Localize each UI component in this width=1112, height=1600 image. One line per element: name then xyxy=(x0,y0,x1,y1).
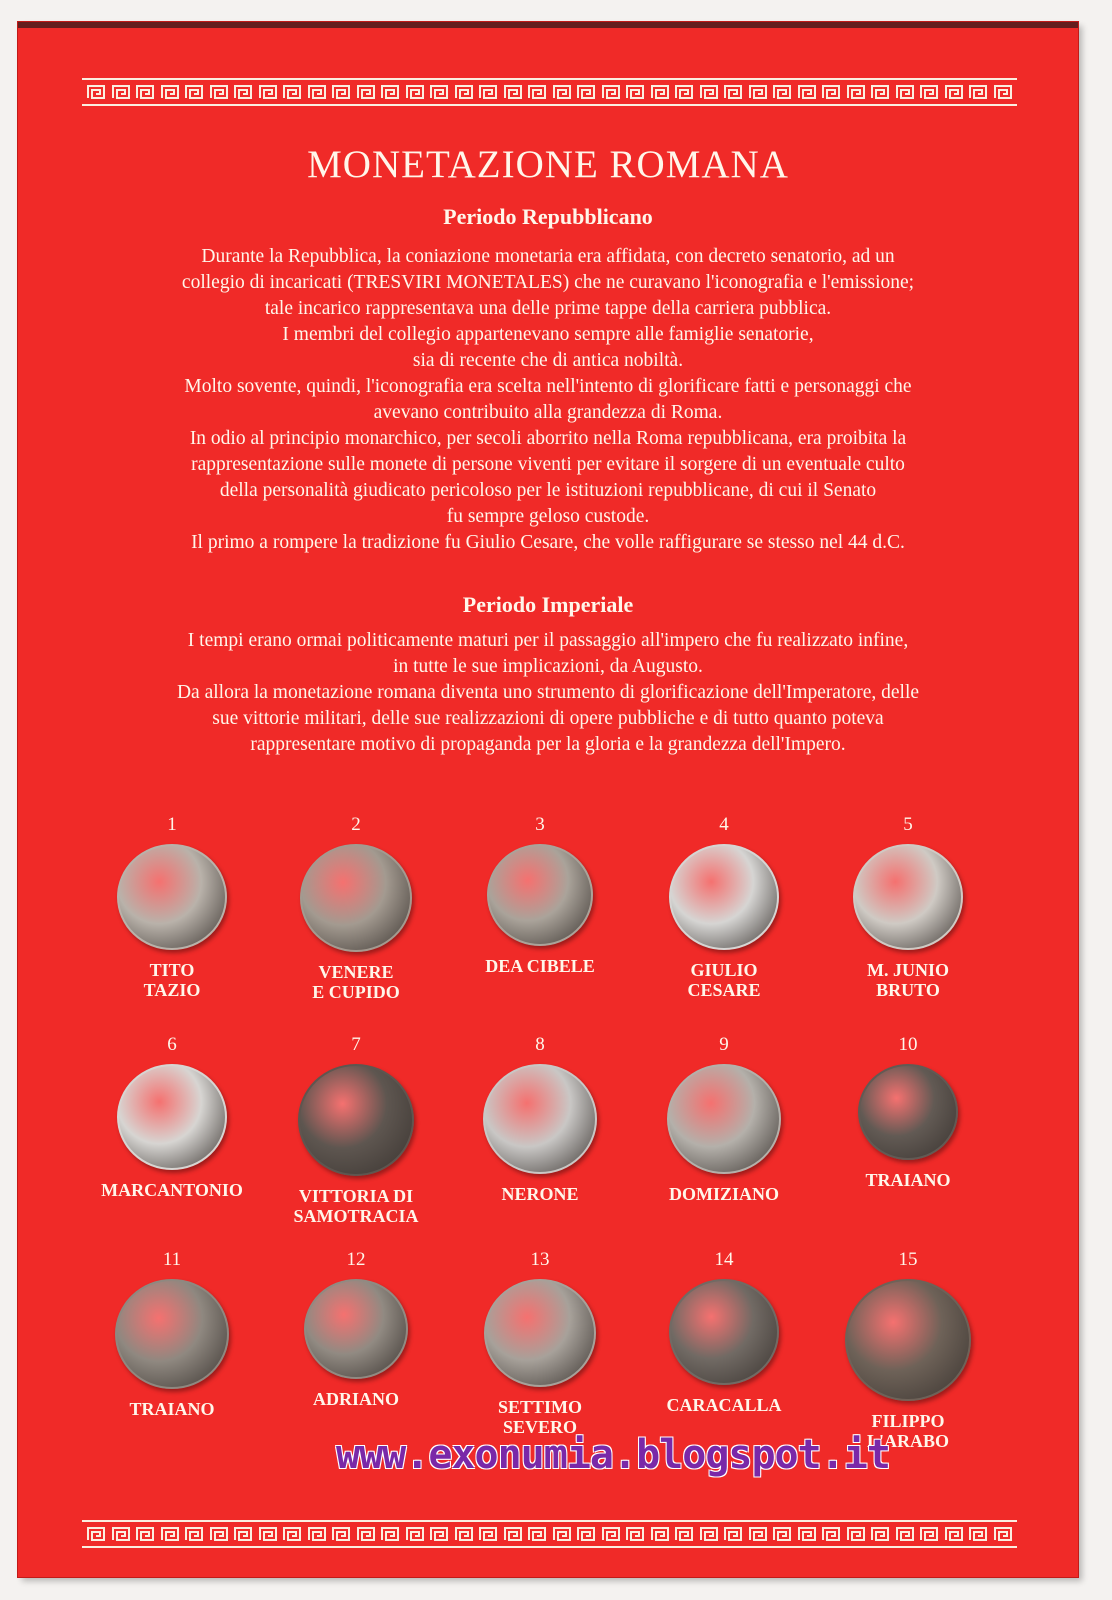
empire-heading: Periodo Imperiale xyxy=(462,592,634,617)
greek-key-icon xyxy=(478,1526,498,1542)
greek-key-icon xyxy=(135,1526,155,1542)
greek-key-icon xyxy=(454,84,474,100)
greek-key-icon xyxy=(405,1526,425,1542)
page-title: MONETAZIONE ROMANA xyxy=(307,143,789,186)
greek-key-icon xyxy=(331,1526,351,1542)
greek-key-icon xyxy=(184,84,204,100)
coin-label-line: SAMOTRACIA xyxy=(293,1206,419,1226)
coin-number: 3 xyxy=(535,814,545,835)
text-line: Durante la Repubblica, la coniazione monetaria era affidata, con decreto senatorio, ad un xyxy=(201,246,895,267)
coin-label-line: TRAIANO xyxy=(129,1399,215,1419)
greek-key-icon xyxy=(993,84,1013,100)
coin-number: 13 xyxy=(530,1249,550,1270)
greek-key-icon xyxy=(380,84,400,100)
text-line: collegio di incaricati (TRESVIRI MONETALES) che ne curavano l'iconografia e l'emissione; xyxy=(181,272,915,293)
text-line: in tutte le sue implicazioni, da Augusto. xyxy=(393,656,703,677)
greek-key-icon xyxy=(576,84,596,100)
greek-key-icon xyxy=(797,84,817,100)
coin-image xyxy=(117,844,227,950)
greek-key-icon xyxy=(968,1526,988,1542)
text-line: avevano contribuito alla grandezza di Roma. xyxy=(373,402,723,423)
watermark-url[interactable]: www.exonumia.blogspot.it xyxy=(336,1432,890,1478)
greek-key-icon xyxy=(307,84,327,100)
coin-card xyxy=(82,1247,262,1419)
greek-key-icon xyxy=(699,84,719,100)
greek-key-icon xyxy=(723,1526,743,1542)
greek-key-icon xyxy=(625,1526,645,1542)
text-line: della personalità giudicato pericoloso per le istituzioni repubblicane, di cui il Senato xyxy=(219,480,877,501)
coin-card xyxy=(450,812,630,976)
greek-key-icon xyxy=(135,84,155,100)
coin-image xyxy=(483,1064,597,1174)
text-line: I tempi erano ormai politicamente maturi per il passaggio all'impero che fu realizzato infine, xyxy=(187,630,909,651)
coin-label xyxy=(450,1397,630,1437)
coin-image xyxy=(304,1279,408,1379)
coin-card xyxy=(634,1032,814,1204)
coin-label-line: MARCANTONIO xyxy=(101,1180,243,1200)
greek-key-icon xyxy=(258,1526,278,1542)
coin-label-line: BRUTO xyxy=(876,980,940,1000)
greek-key-icon xyxy=(772,1526,792,1542)
coin-image xyxy=(845,1279,971,1401)
coin-card xyxy=(634,1247,814,1415)
greek-key-icon xyxy=(552,84,572,100)
greek-key-icon xyxy=(478,84,498,100)
greek-key-icon xyxy=(748,1526,768,1542)
coin-card xyxy=(266,812,446,1002)
text-line: fu sempre geloso custode. xyxy=(446,506,650,527)
coin-image xyxy=(300,844,412,952)
greek-key-icon xyxy=(356,1526,376,1542)
greek-key-icon xyxy=(870,1526,890,1542)
greek-key-icon xyxy=(307,1526,327,1542)
greek-key-icon xyxy=(674,84,694,100)
coin-label-line: DOMIZIANO xyxy=(668,1184,779,1204)
coin-label-line: TAZIO xyxy=(143,980,201,1000)
greek-key-icon xyxy=(846,84,866,100)
coin-card xyxy=(818,812,998,1000)
coin-card xyxy=(450,1032,630,1204)
text-line: sue vittorie militari, delle sue realizzazioni di opere pubbliche e di tutto quanto poteva xyxy=(212,708,884,729)
coin-label-line: TRAIANO xyxy=(865,1170,951,1190)
greek-key-icon xyxy=(209,1526,229,1542)
coin-label xyxy=(818,1170,998,1190)
greek-key-icon xyxy=(454,1526,474,1542)
coin-image xyxy=(858,1064,958,1160)
coin-number: 11 xyxy=(162,1249,182,1270)
coin-label xyxy=(266,1186,446,1226)
coin-label xyxy=(450,956,630,976)
coin-number: 10 xyxy=(898,1034,918,1055)
coin-image xyxy=(484,1279,596,1387)
coin-label xyxy=(266,1389,446,1409)
greek-key-icon xyxy=(846,1526,866,1542)
coin-label xyxy=(450,1184,630,1204)
coin-label-line: ADRIANO xyxy=(312,1389,399,1409)
coin-number: 8 xyxy=(535,1034,545,1055)
greek-key-icon xyxy=(160,1526,180,1542)
coin-image xyxy=(298,1064,414,1176)
coin-label-line: E CUPIDO xyxy=(312,982,400,1002)
greek-key-icon xyxy=(821,1526,841,1542)
coin-number: 14 xyxy=(714,1249,734,1270)
greek-key-icon xyxy=(870,84,890,100)
coin-image xyxy=(667,1064,781,1174)
greek-key-icon xyxy=(86,1526,106,1542)
greek-key-icon xyxy=(429,84,449,100)
coin-label-line: M. JUNIO xyxy=(867,960,949,980)
coin-label-line: SETTIMO xyxy=(497,1397,583,1417)
coin-number: 7 xyxy=(351,1034,361,1055)
coin-label xyxy=(266,962,446,1002)
greek-key-icon xyxy=(601,84,621,100)
coin-card xyxy=(818,1032,998,1190)
greek-key-icon xyxy=(797,1526,817,1542)
greek-key-icon xyxy=(429,1526,449,1542)
coin-label-line: GIULIO xyxy=(690,960,758,980)
text-line: I membri del collegio appartenevano sempre alle famiglie senatorie, xyxy=(282,324,814,345)
coin-number: 12 xyxy=(346,1249,366,1270)
coin-number: 5 xyxy=(903,814,913,835)
coin-label-line: VENERE xyxy=(318,962,394,982)
greek-key-border-bottom xyxy=(82,1520,1017,1548)
coin-label-line: CARACALLA xyxy=(666,1395,782,1415)
greek-key-icon xyxy=(160,84,180,100)
coin-image xyxy=(117,1064,227,1170)
greek-key-icon xyxy=(699,1526,719,1542)
coin-label xyxy=(818,960,998,1000)
coin-number: 15 xyxy=(898,1249,918,1270)
coin-card xyxy=(266,1247,446,1409)
text-line: Da allora la monetazione romana diventa uno strumento di glorificazione dell'Imperatore, delle xyxy=(176,682,920,703)
text-line: tale incarico rappresentava una delle prime tappe della carriera pubblica. xyxy=(264,298,832,319)
greek-key-icon xyxy=(380,1526,400,1542)
greek-key-icon xyxy=(748,84,768,100)
coin-number: 4 xyxy=(719,814,729,835)
coin-image xyxy=(115,1279,229,1389)
greek-key-icon xyxy=(527,1526,547,1542)
greek-key-icon xyxy=(209,84,229,100)
coin-label-line: FILIPPO xyxy=(871,1411,945,1431)
coin-card xyxy=(818,1247,998,1451)
poster-sheet xyxy=(18,22,1078,1577)
greek-key-icon xyxy=(527,84,547,100)
coin-card xyxy=(266,1032,446,1226)
text-line: sia di recente che di antica nobiltà. xyxy=(412,350,684,371)
greek-key-icon xyxy=(650,84,670,100)
coin-label xyxy=(634,1184,814,1204)
greek-key-icon xyxy=(258,84,278,100)
greek-key-icon xyxy=(944,84,964,100)
greek-key-icon xyxy=(993,1526,1013,1542)
greek-key-icon xyxy=(405,84,425,100)
greek-key-icon xyxy=(674,1526,694,1542)
empire-text xyxy=(58,628,1038,758)
coin-label xyxy=(82,960,262,1000)
coin-label-line: SEVERO xyxy=(502,1417,578,1437)
greek-key-border-top xyxy=(82,78,1017,106)
coin-label-line: NERONE xyxy=(501,1184,579,1204)
greek-key-icon xyxy=(86,84,106,100)
greek-key-icon xyxy=(625,84,645,100)
greek-key-icon xyxy=(503,1526,523,1542)
greek-key-icon xyxy=(650,1526,670,1542)
greek-key-icon xyxy=(895,1526,915,1542)
coin-label-line: CESARE xyxy=(687,980,761,1000)
coin-label xyxy=(82,1399,262,1419)
greek-key-icon xyxy=(919,84,939,100)
greek-key-icon xyxy=(111,1526,131,1542)
greek-key-icon xyxy=(331,84,351,100)
greek-key-icon xyxy=(723,84,743,100)
text-line: rappresentazione sulle monete di persone viventi per evitare il sorgere di un eventuale culto xyxy=(191,454,905,475)
text-line: In odio al principio monarchico, per secoli aborrito nella Roma repubblicana, era proibita la xyxy=(189,428,907,449)
greek-key-icon xyxy=(233,84,253,100)
coin-label xyxy=(82,1180,262,1200)
greek-key-icon xyxy=(233,1526,253,1542)
coin-label-line: VITTORIA DI xyxy=(298,1186,414,1206)
greek-key-icon xyxy=(944,1526,964,1542)
republic-text xyxy=(58,244,1038,556)
greek-key-icon xyxy=(552,1526,572,1542)
greek-key-icon xyxy=(821,84,841,100)
coin-number: 1 xyxy=(167,814,177,835)
greek-key-icon xyxy=(111,84,131,100)
coin-image xyxy=(853,844,963,950)
coin-card xyxy=(82,812,262,1000)
text-line: rappresentare motivo di propaganda per la gloria e la grandezza dell'Impero. xyxy=(250,734,846,755)
coin-image xyxy=(669,1279,779,1385)
coin-number: 9 xyxy=(719,1034,729,1055)
greek-key-icon xyxy=(895,84,915,100)
greek-key-icon xyxy=(503,84,523,100)
greek-key-icon xyxy=(282,84,302,100)
coin-card xyxy=(634,812,814,1000)
coin-card xyxy=(450,1247,630,1437)
greek-key-icon xyxy=(184,1526,204,1542)
coin-number: 2 xyxy=(351,814,361,835)
greek-key-icon xyxy=(772,84,792,100)
republic-heading: Periodo Repubblicano xyxy=(443,204,653,229)
coin-image xyxy=(669,844,779,950)
coin-number: 6 xyxy=(167,1034,177,1055)
greek-key-icon xyxy=(601,1526,621,1542)
coin-label-line: DEA CIBELE xyxy=(485,956,595,976)
greek-key-icon xyxy=(968,84,988,100)
coin-label-line: L'ARABO xyxy=(866,1431,949,1451)
greek-key-icon xyxy=(282,1526,302,1542)
text-line: Molto sovente, quindi, l'iconografia era scelta nell'intento di glorificare fatti e personaggi che xyxy=(184,376,912,397)
coin-label xyxy=(634,1395,814,1415)
coin-card xyxy=(82,1032,262,1200)
coin-image xyxy=(487,844,593,946)
greek-key-icon xyxy=(576,1526,596,1542)
greek-key-icon xyxy=(919,1526,939,1542)
coin-label-line: TITO xyxy=(149,960,195,980)
greek-key-icon xyxy=(356,84,376,100)
coin-label xyxy=(634,960,814,1000)
text-line: Il primo a rompere la tradizione fu Giulio Cesare, che volle raffigurare se stesso nel 44 d.C. xyxy=(191,532,905,553)
